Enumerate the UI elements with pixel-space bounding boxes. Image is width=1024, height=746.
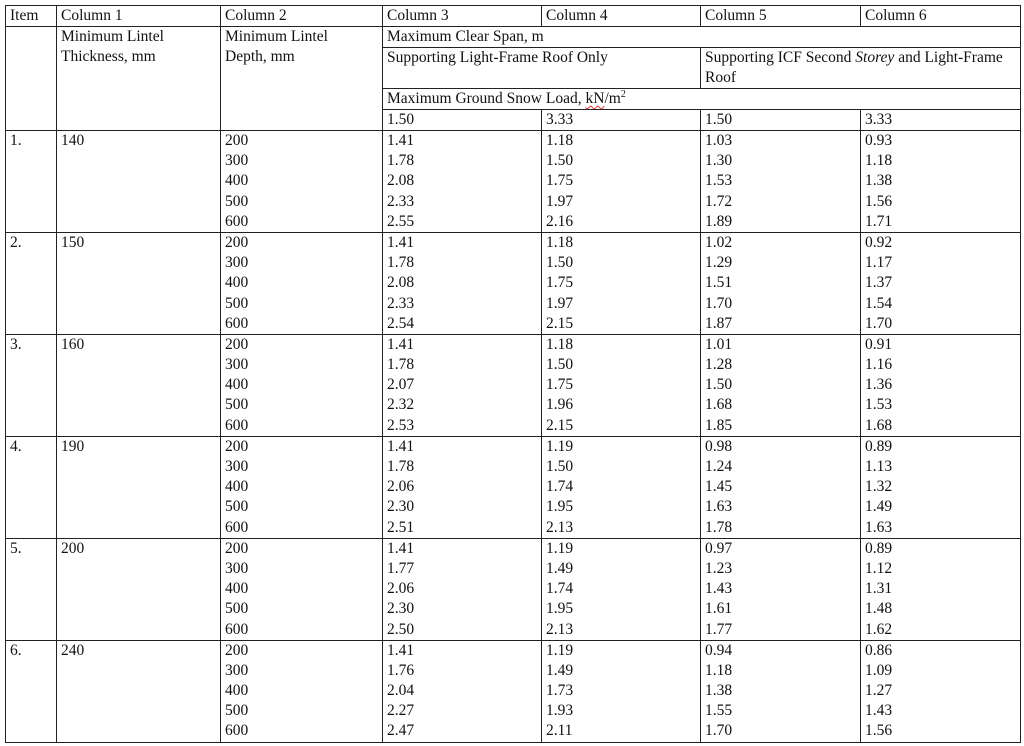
span-light-frame-3-33-value: 1.18 [546, 335, 574, 353]
span-icf-3-33-value: 1.53 [865, 396, 893, 414]
span-light-frame-3-33-value: 1.74 [546, 580, 574, 598]
span-light-frame-3-33-value: 2.15 [546, 314, 574, 332]
span-light-frame-3-33 [542, 640, 701, 742]
lintel-depths-value: 500 [225, 702, 249, 720]
item-number: 6. [6, 640, 57, 742]
lintel-depths [221, 232, 383, 334]
span-icf-3-33-value: 1.27 [865, 682, 893, 700]
depth-header: Minimum Lintel Depth, mm [221, 27, 383, 131]
span-icf-3-33-value: 1.49 [865, 498, 893, 516]
lintel-span-table [5, 5, 1021, 743]
span-icf-3-33-value: 1.48 [865, 600, 893, 618]
span-icf-1-50-value: 1.53 [705, 172, 733, 190]
table-body [6, 6, 1021, 743]
span-light-frame-3-33 [542, 232, 701, 334]
thickness-header: Minimum Lintel Thickness, mm [57, 27, 221, 131]
span-light-frame-1-50-value: 2.54 [387, 314, 415, 332]
lintel-depths-value: 400 [225, 478, 249, 496]
span-light-frame-1-50-value: 1.77 [387, 559, 415, 577]
span-light-frame-1-50-value: 1.78 [387, 254, 415, 272]
span-light-frame-1-50-value: 2.32 [387, 396, 415, 414]
span-icf-1-50-value: 1.78 [705, 518, 733, 536]
lintel-depths-value: 200 [225, 132, 249, 149]
header-column-4: Column 4 [542, 6, 701, 27]
span-icf-1-50-value: 1.72 [705, 192, 733, 210]
span-light-frame-1-50-value: 1.41 [387, 335, 415, 353]
lintel-thickness: 160 [57, 334, 221, 436]
span-icf-3-33-value: 0.93 [865, 132, 893, 149]
span-light-frame-1-50 [383, 538, 542, 640]
span-icf-1-50-value: 1.55 [705, 702, 733, 720]
snow-load-col5: 1.50 [701, 110, 861, 131]
lintel-depths-value: 500 [225, 600, 249, 618]
lintel-depths-value: 300 [225, 152, 249, 170]
span-icf-3-33-value: 0.86 [865, 641, 893, 659]
lintel-depths-value: 300 [225, 559, 249, 577]
span-icf-1-50-value: 1.51 [705, 274, 733, 292]
lintel-depths [221, 640, 383, 742]
span-icf-3-33-value: 1.16 [865, 356, 893, 374]
span-light-frame-1-50-value: 1.41 [387, 233, 415, 251]
span-light-frame-3-33-value: 1.97 [546, 192, 574, 210]
header-column-3: Column 3 [383, 6, 542, 27]
span-icf-3-33 [861, 640, 1021, 742]
span-light-frame-3-33-value: 1.50 [546, 458, 574, 475]
lintel-depths-value: 600 [225, 212, 249, 230]
lintel-thickness: 150 [57, 232, 221, 334]
span-light-frame-1-50-value: 1.41 [387, 539, 415, 557]
table-row [6, 640, 1021, 742]
span-icf-1-50-value: 1.87 [705, 314, 733, 332]
span-icf-1-50 [701, 232, 861, 334]
lintel-depths-value: 500 [225, 498, 249, 516]
span-icf-1-50-value: 1.03 [705, 132, 733, 149]
span-light-frame-3-33-value: 1.74 [546, 478, 574, 496]
lintel-thickness: 140 [57, 131, 221, 233]
snow-load-col6: 3.33 [861, 110, 1021, 131]
span-icf-3-33 [861, 232, 1021, 334]
lintel-depths-value: 600 [225, 722, 249, 740]
span-light-frame-1-50-value: 2.06 [387, 478, 415, 496]
header-column-6: Column 6 [861, 6, 1021, 27]
span-light-frame-3-33 [542, 538, 701, 640]
lintel-depths-value: 200 [225, 539, 249, 557]
item-number: 1. [6, 131, 57, 233]
lintel-depths-value: 400 [225, 376, 249, 394]
lintel-thickness: 190 [57, 436, 221, 538]
lintel-depths-value: 400 [225, 580, 249, 598]
span-light-frame-1-50 [383, 436, 542, 538]
span-icf-1-50-value: 1.70 [705, 294, 733, 312]
span-icf-1-50 [701, 131, 861, 233]
table-row [6, 131, 1021, 233]
span-icf-1-50-value: 1.30 [705, 152, 733, 170]
span-light-frame-1-50 [383, 334, 542, 436]
span-icf-1-50-value: 1.85 [705, 416, 733, 434]
lintel-depths-value: 200 [225, 641, 249, 659]
span-icf-3-33-value: 1.71 [865, 212, 893, 230]
span-light-frame-1-50 [383, 131, 542, 233]
span-icf-3-33-value: 1.56 [865, 192, 893, 210]
span-icf-1-50 [701, 640, 861, 742]
item-number: 3. [6, 334, 57, 436]
light-frame-header: Supporting Light-Frame Roof Only [383, 48, 701, 89]
lintel-depths [221, 538, 383, 640]
table-row [6, 538, 1021, 640]
span-icf-3-33-value: 1.13 [865, 458, 893, 475]
span-light-frame-3-33 [542, 436, 701, 538]
span-light-frame-3-33-value: 1.75 [546, 172, 574, 190]
span-light-frame-3-33-value: 1.97 [546, 294, 574, 312]
span-light-frame-1-50 [383, 640, 542, 742]
span-light-frame-3-33-value: 1.49 [546, 661, 574, 679]
column-label-row [6, 6, 1021, 27]
header-item: Item [6, 6, 57, 27]
span-icf-1-50-value: 1.02 [705, 233, 733, 251]
item-number: 5. [6, 538, 57, 640]
span-icf-1-50-value: 1.63 [705, 498, 733, 516]
span-light-frame-1-50-value: 2.50 [387, 620, 415, 638]
span-light-frame-3-33 [542, 334, 701, 436]
span-icf-3-33-value: 1.31 [865, 580, 893, 598]
span-icf-3-33-value: 0.92 [865, 233, 893, 251]
span-light-frame-3-33 [542, 131, 701, 233]
span-light-frame-1-50-value: 1.78 [387, 458, 415, 475]
span-light-frame-3-33-value: 1.73 [546, 682, 574, 700]
span-light-frame-1-50-value: 2.27 [387, 702, 415, 720]
span-light-frame-3-33-value: 1.93 [546, 702, 574, 720]
span-light-frame-3-33-value: 1.75 [546, 376, 574, 394]
span-icf-3-33 [861, 436, 1021, 538]
span-light-frame-1-50-value: 2.33 [387, 192, 415, 210]
span-light-frame-1-50-value: 1.78 [387, 152, 415, 170]
lintel-depths-value: 400 [225, 682, 249, 700]
lintel-thickness: 240 [57, 640, 221, 742]
span-icf-3-33-value: 1.54 [865, 294, 893, 312]
span-light-frame-3-33-value: 1.19 [546, 641, 574, 659]
span-light-frame-1-50-value: 1.41 [387, 132, 415, 149]
span-light-frame-3-33-value: 1.18 [546, 233, 574, 251]
lintel-depths-value: 300 [225, 661, 249, 679]
span-light-frame-3-33-value: 1.96 [546, 396, 574, 414]
snow-load-col4: 3.33 [542, 110, 701, 131]
span-icf-3-33-value: 1.62 [865, 620, 893, 638]
lintel-depths-value: 600 [225, 620, 249, 638]
span-icf-3-33-value: 1.43 [865, 702, 893, 720]
span-light-frame-3-33-value: 2.13 [546, 620, 574, 638]
span-icf-1-50-value: 1.50 [705, 376, 733, 394]
item-number: 4. [6, 436, 57, 538]
lintel-depths [221, 334, 383, 436]
span-icf-1-50-value: 1.68 [705, 396, 733, 414]
lintel-depths-value: 600 [225, 518, 249, 536]
span-icf-1-50-value: 1.38 [705, 682, 733, 700]
max-clear-span-header: Maximum Clear Span, m [383, 27, 1021, 48]
span-icf-1-50-value: 1.01 [705, 335, 733, 353]
span-light-frame-1-50-value: 2.55 [387, 212, 415, 230]
lintel-depths-value: 200 [225, 335, 249, 353]
span-light-frame-1-50-value: 2.04 [387, 682, 415, 700]
span-light-frame-1-50-value: 2.30 [387, 600, 415, 618]
lintel-depths-value: 500 [225, 294, 249, 312]
span-icf-3-33 [861, 131, 1021, 233]
lintel-depths-value: 300 [225, 356, 249, 374]
header-column-1: Column 1 [57, 6, 221, 27]
snow-load-col3: 1.50 [383, 110, 542, 131]
span-icf-3-33-value: 1.63 [865, 518, 893, 536]
span-icf-3-33-value: 1.38 [865, 172, 893, 190]
span-light-frame-3-33-value: 1.49 [546, 559, 574, 577]
span-icf-3-33-value: 0.91 [865, 335, 893, 353]
span-light-frame-3-33-value: 1.75 [546, 274, 574, 292]
header-column-5: Column 5 [701, 6, 861, 27]
span-icf-1-50-value: 0.97 [705, 539, 733, 557]
lintel-depths-value: 400 [225, 172, 249, 190]
span-icf-3-33-value: 1.70 [865, 314, 893, 332]
span-icf-1-50-value: 1.23 [705, 559, 733, 577]
span-light-frame-3-33-value: 1.95 [546, 600, 574, 618]
span-icf-1-50-value: 1.18 [705, 661, 733, 679]
lintel-depths-value: 500 [225, 396, 249, 414]
span-icf-1-50 [701, 334, 861, 436]
lintel-depths-value: 600 [225, 314, 249, 332]
span-light-frame-3-33-value: 1.50 [546, 152, 574, 170]
span-light-frame-3-33-value: 1.18 [546, 132, 574, 149]
span-icf-3-33-value: 0.89 [865, 539, 893, 557]
span-icf-3-33-value: 1.17 [865, 254, 893, 272]
lintel-depths-value: 300 [225, 458, 249, 475]
header-row-span [6, 27, 1021, 48]
span-icf-3-33-value: 1.36 [865, 376, 893, 394]
span-icf-3-33 [861, 334, 1021, 436]
table-row [6, 436, 1021, 538]
span-light-frame-1-50-value: 2.08 [387, 274, 415, 292]
span-light-frame-3-33-value: 1.50 [546, 254, 574, 272]
span-light-frame-3-33-value: 1.19 [546, 539, 574, 557]
lintel-depths [221, 436, 383, 538]
span-icf-1-50-value: 1.28 [705, 356, 733, 374]
lintel-thickness: 200 [57, 538, 221, 640]
lintel-depths-value: 200 [225, 437, 249, 455]
lintel-depths [221, 131, 383, 233]
span-light-frame-1-50-value: 2.08 [387, 172, 415, 190]
span-icf-1-50-value: 1.29 [705, 254, 733, 272]
span-icf-1-50 [701, 436, 861, 538]
span-icf-1-50-value: 1.24 [705, 458, 733, 475]
span-light-frame-1-50-value: 2.30 [387, 498, 415, 516]
header-column-2: Column 2 [221, 6, 383, 27]
icf-header: Supporting ICF Second Storey and Light-Frame Roof [701, 48, 1021, 89]
span-light-frame-3-33-value: 2.13 [546, 518, 574, 536]
span-light-frame-1-50 [383, 232, 542, 334]
span-light-frame-3-33-value: 1.50 [546, 356, 574, 374]
span-icf-3-33-value: 1.12 [865, 559, 893, 577]
span-icf-1-50-value: 1.61 [705, 600, 733, 618]
span-light-frame-1-50-value: 2.47 [387, 722, 415, 740]
lintel-depths-value: 200 [225, 233, 249, 251]
span-icf-3-33-value: 1.68 [865, 416, 893, 434]
lintel-depths-value: 600 [225, 416, 249, 434]
span-light-frame-3-33-value: 2.16 [546, 212, 574, 230]
table-row [6, 232, 1021, 334]
span-light-frame-1-50-value: 2.53 [387, 416, 415, 434]
span-icf-1-50-value: 1.45 [705, 478, 733, 496]
span-icf-3-33-value: 1.32 [865, 478, 893, 496]
span-icf-1-50-value: 0.94 [705, 641, 733, 659]
span-icf-3-33-value: 1.56 [865, 722, 893, 740]
span-light-frame-1-50-value: 1.41 [387, 641, 415, 659]
span-light-frame-1-50-value: 2.06 [387, 580, 415, 598]
span-icf-1-50-value: 0.98 [705, 437, 733, 455]
span-light-frame-3-33-value: 2.11 [546, 722, 573, 740]
table-row [6, 334, 1021, 436]
span-icf-3-33-value: 0.89 [865, 437, 893, 455]
span-icf-1-50-value: 1.77 [705, 620, 733, 638]
span-light-frame-1-50-value: 1.41 [387, 437, 415, 455]
span-icf-1-50-value: 1.89 [705, 212, 733, 230]
span-light-frame-3-33-value: 1.95 [546, 498, 574, 516]
span-light-frame-3-33-value: 1.19 [546, 437, 574, 455]
snow-load-header: Maximum Ground Snow Load, $kN/m^2$ [383, 89, 1021, 110]
span-light-frame-1-50-value: 1.78 [387, 356, 415, 374]
span-light-frame-1-50-value: 2.07 [387, 376, 415, 394]
item-header-blank [6, 27, 57, 131]
span-light-frame-1-50-value: 2.33 [387, 294, 415, 312]
item-number: 2. [6, 232, 57, 334]
span-light-frame-1-50-value: 1.76 [387, 661, 415, 679]
span-icf-3-33-value: 1.09 [865, 661, 893, 679]
lintel-depths-value: 500 [225, 192, 249, 210]
span-icf-1-50-value: 1.43 [705, 580, 733, 598]
span-icf-3-33-value: 1.18 [865, 152, 893, 170]
lintel-depths-value: 300 [225, 254, 249, 272]
span-icf-1-50-value: 1.70 [705, 722, 733, 740]
span-icf-3-33-value: 1.37 [865, 274, 893, 292]
span-icf-3-33 [861, 538, 1021, 640]
lintel-depths-value: 400 [225, 274, 249, 292]
span-light-frame-1-50-value: 2.51 [387, 518, 415, 536]
span-icf-1-50 [701, 538, 861, 640]
span-light-frame-3-33-value: 2.15 [546, 416, 574, 434]
